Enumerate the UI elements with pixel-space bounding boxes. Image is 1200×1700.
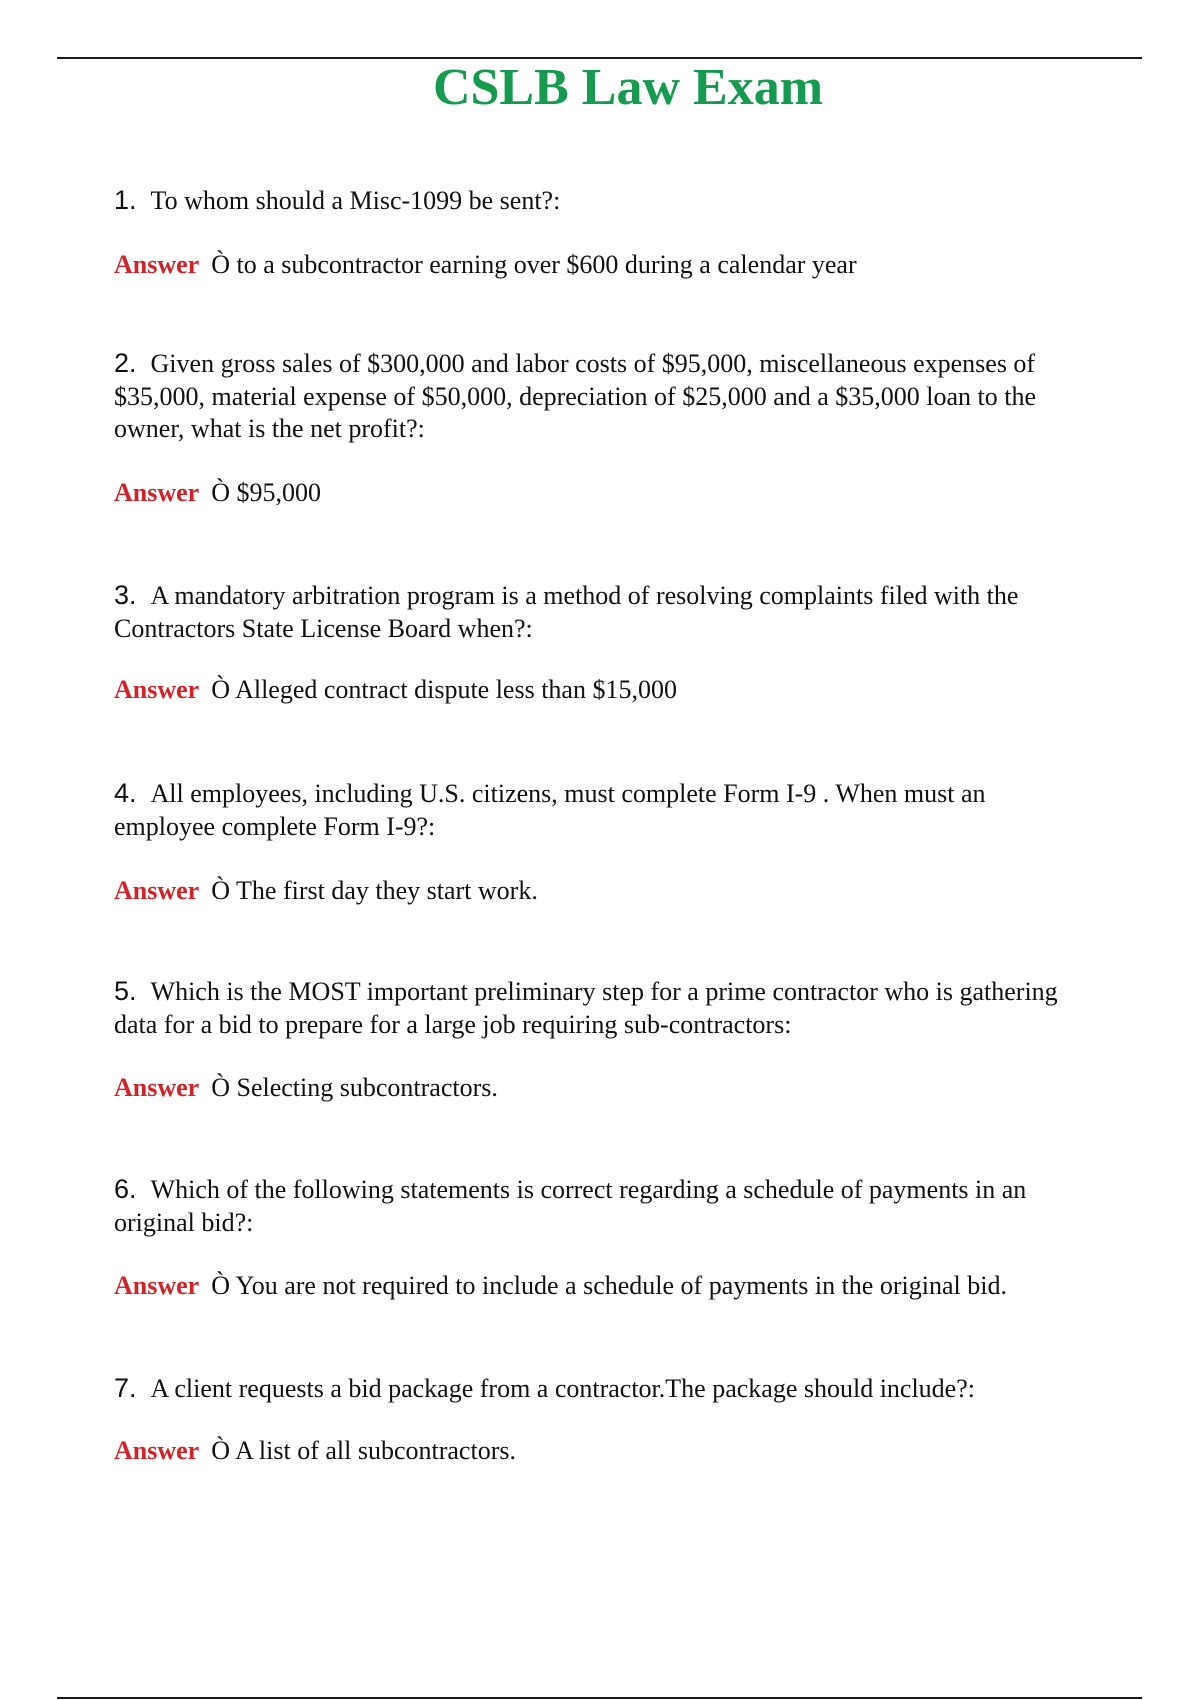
answer-marker-icon: Ò — [211, 675, 230, 704]
question-6 — [114, 1173, 1154, 1239]
question-line — [114, 1009, 1154, 1042]
answer-6 — [114, 1271, 1007, 1301]
answer-marker-icon: Ò — [211, 1073, 230, 1102]
question-line — [114, 1207, 1154, 1240]
question-text: employee complete Form I-9?: — [114, 811, 436, 841]
answer-label: Answer — [114, 876, 200, 905]
answer-text: A list of all subcontractors. — [235, 1436, 516, 1465]
page-title: CSLB Law Exam — [432, 59, 824, 116]
question-text: Given gross sales of $300,000 and labor costs of $95,000, miscellaneous expenses of — [150, 349, 1036, 378]
question-number: 7. — [114, 1373, 137, 1403]
answer-marker-icon: Ò — [211, 478, 230, 507]
question-2 — [114, 347, 1154, 446]
question-4 — [114, 777, 1154, 843]
answer-label: Answer — [114, 1073, 200, 1102]
answer-label: Answer — [114, 1271, 200, 1300]
question-number: 3. — [114, 580, 137, 610]
answer-4 — [114, 876, 538, 906]
question-text: Which of the following statements is correct regarding a schedule of payments in an — [150, 1175, 1027, 1204]
question-line — [114, 347, 1154, 381]
answer-text: Selecting subcontractors. — [236, 1073, 498, 1102]
question-line — [114, 579, 1154, 613]
answer-text: to a subcontractor earning over $600 during a calendar year — [236, 250, 857, 279]
answer-label: Answer — [114, 675, 200, 704]
answer-marker-icon: Ò — [211, 876, 230, 905]
question-line — [114, 184, 1154, 218]
question-line — [114, 613, 1154, 646]
question-number: 4. — [114, 778, 137, 808]
question-line — [114, 777, 1154, 811]
question-text: Contractors State License Board when?: — [114, 613, 533, 643]
question-line — [114, 1372, 1154, 1406]
question-7 — [114, 1372, 1154, 1406]
answer-7 — [114, 1436, 516, 1466]
question-text: Which is the MOST important preliminary step for a prime contractor who is gathering — [150, 977, 1058, 1006]
answer-5 — [114, 1073, 498, 1103]
question-text: original bid?: — [114, 1207, 254, 1237]
question-text: All employees, including U.S. citizens, must complete Form I-9 . When must an — [150, 779, 986, 808]
answer-label: Answer — [114, 1436, 200, 1465]
question-text: owner, what is the net profit?: — [114, 414, 425, 443]
question-text: $35,000, material expense of $50,000, depreciation of $25,000 and a $35,000 loan to the — [114, 381, 1037, 411]
question-number: 6. — [114, 1174, 137, 1204]
question-line — [114, 413, 1154, 446]
question-text: A client requests a bid package from a contractor.The package should include?: — [150, 1374, 975, 1403]
answer-text: $95,000 — [236, 478, 321, 507]
answer-1 — [114, 250, 857, 280]
question-line — [114, 381, 1154, 414]
question-line — [114, 975, 1154, 1009]
answer-label: Answer — [114, 250, 200, 279]
answer-2 — [114, 478, 321, 508]
question-5 — [114, 975, 1154, 1041]
question-1 — [114, 184, 1154, 218]
question-number: 5. — [114, 976, 137, 1006]
answer-text: Alleged contract dispute less than $15,000 — [235, 675, 677, 704]
answer-marker-icon: Ò — [211, 1436, 230, 1465]
answer-marker-icon: Ò — [211, 250, 230, 279]
question-text: data for a bid to prepare for a large job requiring sub-contractors: — [114, 1009, 792, 1039]
answer-marker-icon: Ò — [211, 1271, 230, 1300]
question-line — [114, 1173, 1154, 1207]
question-number: 1. — [114, 185, 137, 215]
question-line — [114, 811, 1154, 844]
answer-text: The first day they start work. — [236, 876, 538, 905]
answer-label: Answer — [114, 478, 200, 507]
answer-3 — [114, 675, 677, 705]
question-3 — [114, 579, 1154, 645]
answer-text: You are not required to include a schedule of payments in the original bid. — [235, 1271, 1007, 1300]
question-text: A mandatory arbitration program is a method of resolving complaints filed with the — [150, 581, 1019, 610]
bottom-rule — [57, 1697, 1142, 1699]
question-number: 2. — [114, 348, 137, 378]
question-text: To whom should a Misc-1099 be sent?: — [150, 186, 561, 215]
